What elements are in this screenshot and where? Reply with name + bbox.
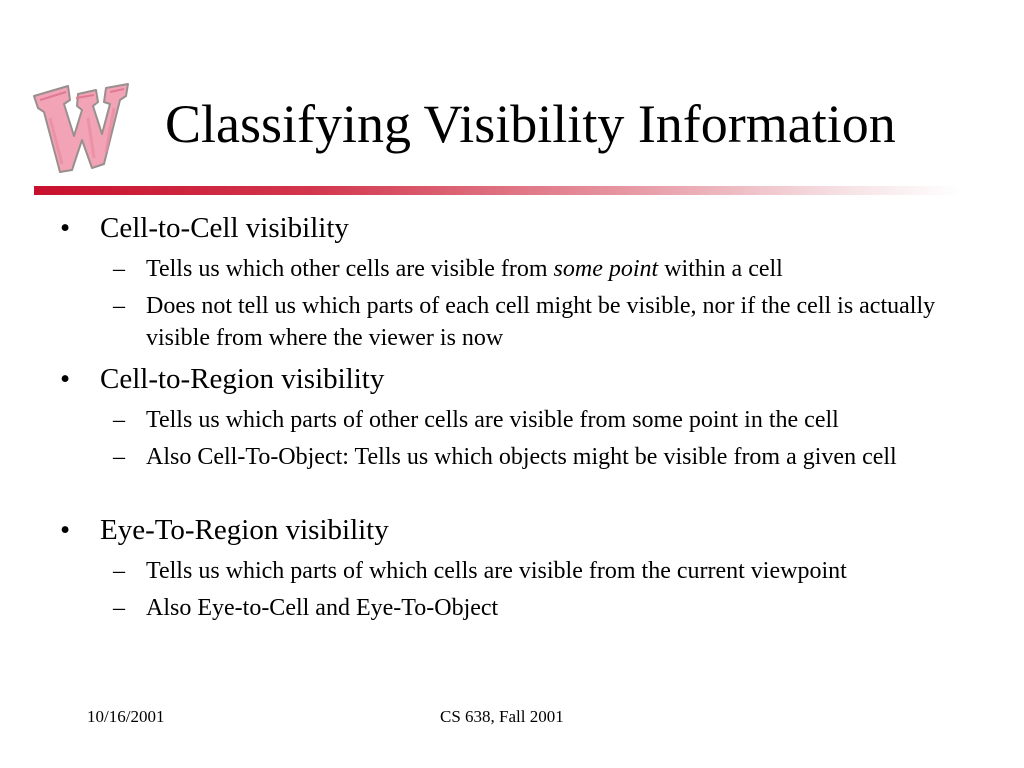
sub-bullet-text [146, 253, 983, 285]
dash-mark: – [113, 558, 125, 584]
sub-bullet-text: Tells us which parts of other cells are visible from some point in the cell [146, 407, 839, 433]
emphasis-text: some point [553, 256, 659, 282]
sub-bullet [113, 555, 983, 587]
bullet-mark: • [60, 514, 71, 546]
dash-mark: – [113, 256, 125, 282]
sub-bullet [113, 253, 983, 285]
bullet-mark: • [60, 363, 71, 395]
sub-bullet [113, 441, 983, 473]
sub-text-before: Tells us which other cells are visible from [146, 256, 554, 282]
sub-bullet-text: Tells us which parts of which cells are visible from the current viewpoint [146, 558, 847, 584]
slide-title: Classifying Visibility Information [165, 94, 896, 154]
sub-text-after: within a cell [658, 256, 783, 282]
sub-bullet [113, 404, 983, 436]
bullet-mark: • [60, 212, 71, 244]
footer-date: 10/16/2001 [87, 707, 165, 726]
dash-mark: – [113, 595, 125, 621]
sub-bullet-text: Also Cell-To-Object: Tells us which objects might be visible from a given cell [146, 444, 897, 470]
bullet-text: Cell-to-Cell visibility [100, 212, 349, 244]
footer-course: CS 638, Fall 2001 [440, 707, 564, 726]
dash-mark: – [113, 407, 125, 433]
sub-bullet [113, 290, 983, 354]
sub-bullet [113, 592, 983, 624]
bullet-text: Eye-To-Region visibility [100, 514, 389, 546]
dash-mark: – [113, 293, 125, 319]
sub-bullet-text: Also Eye-to-Cell and Eye-To-Object [146, 595, 499, 621]
dash-mark: – [113, 444, 125, 470]
sub-bullet-text: Does not tell us which parts of each cell might be visible, nor if the cell is actually visible from where the viewer is now [146, 293, 936, 351]
bullet-text: Cell-to-Region visibility [100, 363, 385, 395]
